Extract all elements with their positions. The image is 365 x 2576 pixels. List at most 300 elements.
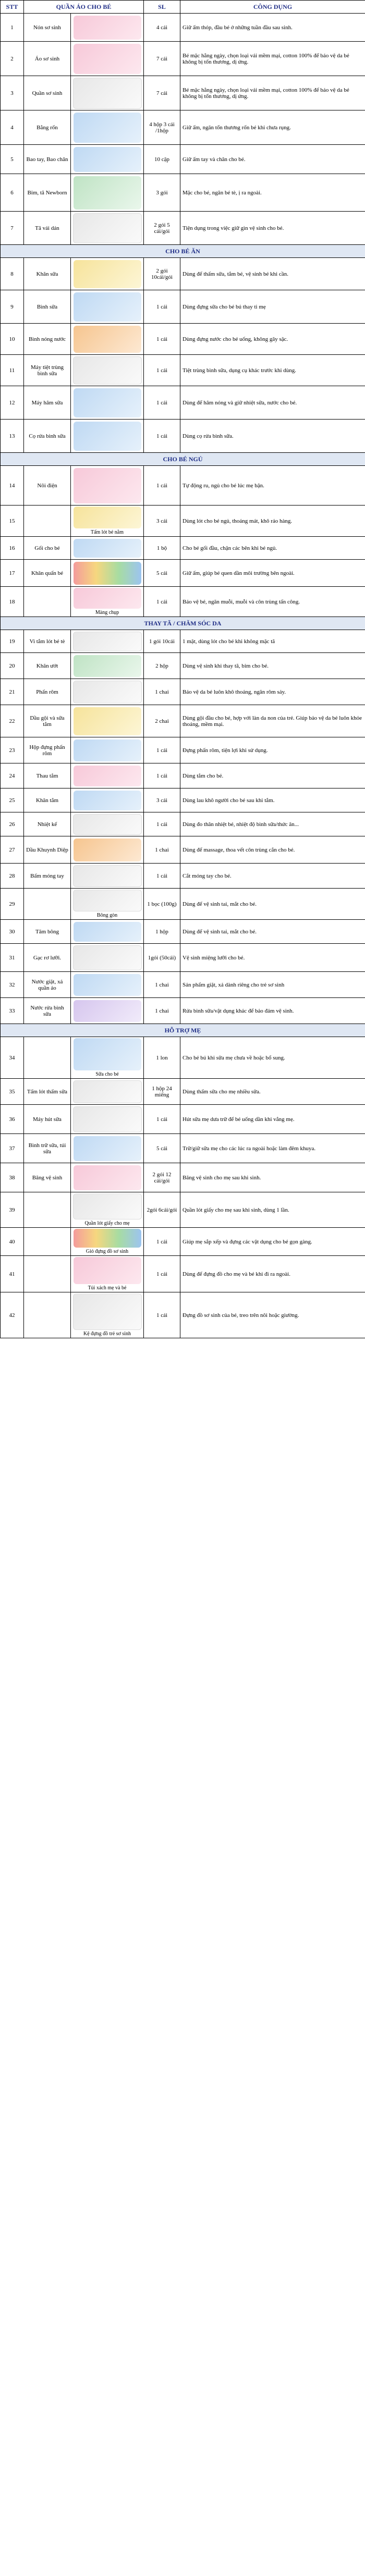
item-usage: Trữ/giữ sữa mẹ cho các lúc ra ngoài hoặc làm đêm khuya.	[180, 1134, 365, 1163]
item-quantity: 1 cái	[144, 386, 180, 420]
item-quantity: 1 cái	[144, 420, 180, 453]
item-row	[1, 788, 365, 812]
item-image	[71, 1256, 144, 1292]
item-image	[71, 1134, 144, 1163]
item-usage: Tiện dụng trong việc giữ gìn vệ sinh cho bé.	[180, 212, 365, 245]
item-row	[1, 998, 365, 1024]
item-image	[71, 737, 144, 763]
item-row	[1, 420, 365, 453]
item-row	[1, 812, 365, 836]
section-header	[1, 453, 365, 466]
item-name: Nón sơ sinh	[24, 14, 71, 42]
item-usage: Dùng tắm cho bé.	[180, 763, 365, 788]
item-usage: Bé mặc hằng ngày, chọn loại vải mềm mại, cotton 100% để bảo vệ da bé không bị tổn thương, dị ứng.	[180, 42, 365, 76]
item-usage: Sản phẩm giặt, xả dành riêng cho trẻ sơ sinh	[180, 972, 365, 998]
item-usage: Dùng để hâm nóng và giữ nhiệt sữa, nước cho bé.	[180, 386, 365, 420]
item-row	[1, 1037, 365, 1079]
item-quantity: 2 gói 10cái/gói	[144, 258, 180, 290]
product-photo	[74, 655, 141, 677]
item-quantity: 1 cái	[144, 355, 180, 386]
item-caption: Màng chụp	[95, 610, 119, 615]
item-quantity: 2 chai	[144, 705, 180, 737]
item-quantity: 1 hộp 24 miếng	[144, 1079, 180, 1105]
item-usage: Dùng lau khô người cho bé sau khi tắm.	[180, 788, 365, 812]
item-number: 27	[1, 836, 24, 864]
item-number: 7	[1, 212, 24, 245]
section-title: CHO BÉ ĂN	[1, 245, 365, 258]
item-usage: Dùng cọ rửa bình sữa.	[180, 420, 365, 453]
item-usage: Tiệt trùng bình sữa, dụng cụ khác trước khi dùng.	[180, 355, 365, 386]
item-row	[1, 1256, 365, 1292]
product-photo	[73, 681, 142, 704]
product-photo	[74, 1038, 141, 1070]
item-quantity: 1 cái	[144, 1228, 180, 1256]
item-quantity: 3 gói	[144, 174, 180, 212]
product-photo	[74, 422, 141, 451]
item-name: Bình nóng nước	[24, 324, 71, 355]
item-image	[71, 653, 144, 679]
item-number: 30	[1, 920, 24, 944]
item-row	[1, 466, 365, 506]
item-quantity: 7 cái	[144, 42, 180, 76]
item-quantity: 1 chai	[144, 972, 180, 998]
item-image	[71, 889, 144, 920]
item-usage: Cho bé bú khi sữa mẹ chưa về hoặc bổ sung.	[180, 1037, 365, 1079]
item-quantity: 1 cái	[144, 324, 180, 355]
item-number: 22	[1, 705, 24, 737]
header-item: QUẦN ÁO CHO BÉ	[24, 1, 144, 14]
item-name: Khăn tắm	[24, 788, 71, 812]
item-number: 38	[1, 1163, 24, 1192]
item-name: Dầu gội và sữa tắm	[24, 705, 71, 737]
product-photo	[74, 1229, 141, 1248]
item-name: Khăn quấn bé	[24, 560, 71, 587]
item-name: Nước giặt, xả quần áo	[24, 972, 71, 998]
item-row	[1, 76, 365, 110]
item-usage: Dùng để massage, thoa vết côn trùng cắn cho bé.	[180, 836, 365, 864]
item-image	[71, 258, 144, 290]
item-name	[24, 1292, 71, 1338]
item-quantity: 1 cái	[144, 737, 180, 763]
item-usage: Đựng phấn rôm, tiện lợi khi sử dụng.	[180, 737, 365, 763]
product-photo	[74, 260, 141, 288]
item-row	[1, 537, 365, 560]
section-title: THAY TÃ / CHĂM SÓC DA	[1, 617, 365, 630]
item-usage: Cắt móng tay cho bé.	[180, 864, 365, 889]
item-name: Bao tay, Bao chân	[24, 145, 71, 174]
product-photo	[73, 1080, 142, 1103]
item-row	[1, 864, 365, 889]
item-number: 1	[1, 14, 24, 42]
item-name: Tã vải dán	[24, 212, 71, 245]
item-image	[71, 679, 144, 705]
product-photo	[74, 739, 141, 761]
item-number: 18	[1, 587, 24, 617]
item-quantity: 1 chai	[144, 679, 180, 705]
item-name: Nhiệt kế	[24, 812, 71, 836]
product-photo	[74, 707, 141, 735]
item-image	[71, 1037, 144, 1079]
item-row	[1, 763, 365, 788]
item-caption: Kệ đựng đồ trẻ sơ sinh	[83, 1331, 131, 1337]
item-image	[71, 944, 144, 972]
item-quantity: 1 cái	[144, 1292, 180, 1338]
item-quantity: 10 cặp	[144, 145, 180, 174]
item-quantity: 1gói (50cái)	[144, 944, 180, 972]
item-number: 8	[1, 258, 24, 290]
item-row	[1, 212, 365, 245]
item-quantity: 4 hộp 3 cái /1hộp	[144, 110, 180, 145]
item-usage: Hút sữa mẹ dưa trữ để bé uống dần khi vắng mẹ.	[180, 1105, 365, 1134]
item-image	[71, 836, 144, 864]
product-photo	[74, 176, 141, 209]
item-name: Nôi điện	[24, 466, 71, 506]
item-quantity: 3 cái	[144, 788, 180, 812]
product-photo	[74, 791, 141, 810]
item-usage: Dùng lót cho bé ngủ, thoáng mát, khô ráo hàng.	[180, 506, 365, 537]
item-name: Nước rửa bình sữa	[24, 998, 71, 1024]
product-photo	[73, 78, 142, 109]
item-usage: Bé mặc hằng ngày, chọn loại vải mềm mại, cotton 100% để bảo vệ da bé không bị tổn thương, dị ứng.	[180, 76, 365, 110]
item-usage: Dùng thấm sữa cho mẹ nhiều sữa.	[180, 1079, 365, 1105]
item-row	[1, 920, 365, 944]
item-number: 11	[1, 355, 24, 386]
item-image	[71, 355, 144, 386]
item-usage: Dùng vệ sinh khi thay tã, bỉm cho bé.	[180, 653, 365, 679]
header-use: CÔNG DỤNG	[180, 1, 365, 14]
item-name: Khăn sữa	[24, 258, 71, 290]
item-image	[71, 466, 144, 506]
item-row	[1, 630, 365, 653]
item-usage: Vệ sinh miệng lưỡi cho bé.	[180, 944, 365, 972]
product-photo	[74, 16, 141, 40]
item-quantity: 1 cái	[144, 812, 180, 836]
item-quantity: 1 hộp	[144, 920, 180, 944]
product-photo	[74, 326, 141, 353]
item-image	[71, 76, 144, 110]
item-image	[71, 812, 144, 836]
item-name	[24, 506, 71, 537]
item-name	[24, 1256, 71, 1292]
item-quantity: 1 lon	[144, 1037, 180, 1079]
item-row	[1, 587, 365, 617]
header-stt: STT	[1, 1, 24, 14]
item-row	[1, 506, 365, 537]
item-number: 16	[1, 537, 24, 560]
checklist-body	[1, 14, 365, 1338]
item-row	[1, 705, 365, 737]
item-row	[1, 679, 365, 705]
item-number: 26	[1, 812, 24, 836]
item-row	[1, 324, 365, 355]
item-row	[1, 972, 365, 998]
item-number: 21	[1, 679, 24, 705]
item-name: Thau tắm	[24, 763, 71, 788]
item-name: Bình sữa	[24, 290, 71, 324]
item-name	[24, 1192, 71, 1228]
section-title: CHO BÉ NGỦ	[1, 453, 365, 466]
item-name	[24, 1228, 71, 1256]
item-number: 15	[1, 506, 24, 537]
item-usage: Dùng để đựng đồ cho mẹ và bé khi đi ra ngoài.	[180, 1256, 365, 1292]
product-photo	[73, 865, 142, 887]
item-row	[1, 145, 365, 174]
item-quantity: 1 chai	[144, 836, 180, 864]
product-photo	[74, 588, 141, 609]
item-quantity: 5 cái	[144, 1134, 180, 1163]
item-row	[1, 1079, 365, 1105]
item-name: Khăn ướt	[24, 653, 71, 679]
item-image	[71, 560, 144, 587]
product-photo	[73, 356, 142, 385]
item-row	[1, 944, 365, 972]
item-quantity: 1 cái	[144, 587, 180, 617]
product-photo	[73, 1293, 142, 1330]
item-usage: Giữ ấm thóp, đầu bé ở những tuần đầu sau sinh.	[180, 14, 365, 42]
item-number: 35	[1, 1079, 24, 1105]
item-number: 34	[1, 1037, 24, 1079]
item-image	[71, 998, 144, 1024]
product-photo	[74, 539, 141, 558]
item-number: 37	[1, 1134, 24, 1163]
item-quantity: 5 cái	[144, 560, 180, 587]
item-caption: Tấm lót bé nằm	[90, 529, 124, 535]
item-row	[1, 889, 365, 920]
item-number: 9	[1, 290, 24, 324]
product-photo	[74, 766, 141, 786]
product-photo	[73, 1193, 142, 1219]
product-photo	[74, 562, 141, 585]
item-image	[71, 537, 144, 560]
item-number: 5	[1, 145, 24, 174]
item-image	[71, 705, 144, 737]
item-image	[71, 1079, 144, 1105]
item-image	[71, 972, 144, 998]
item-name	[24, 889, 71, 920]
item-image	[71, 506, 144, 537]
item-usage: Dùng để thấm sữa, tắm bé, vệ sinh bé khi cần.	[180, 258, 365, 290]
item-number: 40	[1, 1228, 24, 1256]
item-name	[24, 1037, 71, 1079]
item-quantity: 1 cái	[144, 1256, 180, 1292]
item-quantity: 2 gói 5 cái/gói	[144, 212, 180, 245]
item-caption: Sữa cho bé	[95, 1071, 119, 1077]
section-title: HỖ TRỢ MẸ	[1, 1024, 365, 1037]
item-row	[1, 14, 365, 42]
header-qty: SL	[144, 1, 180, 14]
item-quantity: 2 hộp	[144, 653, 180, 679]
item-number: 25	[1, 788, 24, 812]
item-number: 6	[1, 174, 24, 212]
item-row	[1, 737, 365, 763]
item-image	[71, 788, 144, 812]
item-image	[71, 763, 144, 788]
item-row	[1, 290, 365, 324]
item-number: 13	[1, 420, 24, 453]
item-image	[71, 324, 144, 355]
item-usage: Dùng đựng nước cho bé uống, không gây sặc.	[180, 324, 365, 355]
item-number: 2	[1, 42, 24, 76]
item-usage: Bảo vệ bé, ngăn muỗi, muỗi và côn trùng tấn công.	[180, 587, 365, 617]
item-quantity: 1 bọc (100g)	[144, 889, 180, 920]
item-name: Phấn rôm	[24, 679, 71, 705]
item-usage: Rửa bình sữa/vật dụng khác để bảo đảm vệ sinh.	[180, 998, 365, 1024]
item-usage: Đựng đồ sơ sinh của bé, treo trên nôi hoặc giường.	[180, 1292, 365, 1338]
product-photo	[73, 632, 142, 651]
item-row	[1, 836, 365, 864]
product-photo	[74, 113, 141, 143]
section-header	[1, 245, 365, 258]
item-usage: Quần lót giấy cho mẹ sau khi sinh, dùng 1 lần.	[180, 1192, 365, 1228]
item-caption: Túi xách mẹ và bé	[88, 1285, 127, 1291]
item-usage: Tự động ru, ngủ cho bé lúc mẹ bận.	[180, 466, 365, 506]
product-photo	[74, 1257, 141, 1284]
item-number: 39	[1, 1192, 24, 1228]
item-quantity: 1 gói 10cái	[144, 630, 180, 653]
item-caption: Quần lót giấy cho mẹ	[84, 1221, 130, 1226]
item-usage: Dùng gội đầu cho bé, hợp với làn da non của trẻ. Giúp bảo vệ da bé luôn khỏe thoáng, mềm mại.	[180, 705, 365, 737]
item-usage: Giữ ấm tay và chân cho bé.	[180, 145, 365, 174]
item-number: 20	[1, 653, 24, 679]
product-photo	[74, 974, 141, 996]
item-row	[1, 258, 365, 290]
item-quantity: 2 gói 12 cái/gói	[144, 1163, 180, 1192]
item-image	[71, 1228, 144, 1256]
item-row	[1, 653, 365, 679]
item-usage: Bảo vệ da bé luôn khô thoáng, ngăn rôm sảy.	[180, 679, 365, 705]
item-image	[71, 14, 144, 42]
item-quantity: 4 cái	[144, 14, 180, 42]
item-number: 24	[1, 763, 24, 788]
item-image	[71, 920, 144, 944]
item-name: Vi tắm lót bé tè	[24, 630, 71, 653]
item-name: Áo sơ sinh	[24, 42, 71, 76]
product-photo	[73, 890, 142, 911]
item-number: 10	[1, 324, 24, 355]
item-number: 14	[1, 466, 24, 506]
item-name: Dầu Khuynh Diệp	[24, 836, 71, 864]
product-photo	[74, 922, 141, 942]
product-photo	[74, 147, 141, 172]
item-image	[71, 145, 144, 174]
item-name: Máy hâm sữa	[24, 386, 71, 420]
item-quantity: 1 cái	[144, 466, 180, 506]
item-quantity: 1 cái	[144, 1105, 180, 1134]
item-row	[1, 110, 365, 145]
section-header	[1, 1024, 365, 1037]
item-row	[1, 1105, 365, 1134]
product-photo	[74, 839, 141, 861]
header-row	[1, 1, 365, 14]
item-name: Gạc rơ lưỡi.	[24, 944, 71, 972]
item-usage: Giữ ấm, ngăn tổn thương rốn bé khi chưa rụng.	[180, 110, 365, 145]
item-quantity: 1 chai	[144, 998, 180, 1024]
item-quantity: 7 cái	[144, 76, 180, 110]
item-image	[71, 386, 144, 420]
product-photo	[73, 1106, 142, 1132]
item-quantity: 1 bộ	[144, 537, 180, 560]
product-photo	[74, 1165, 141, 1190]
product-photo	[74, 468, 141, 503]
item-name: Tăm bông	[24, 920, 71, 944]
item-name	[24, 587, 71, 617]
item-image	[71, 290, 144, 324]
item-number: 32	[1, 972, 24, 998]
item-row	[1, 1292, 365, 1338]
item-name: Bằng rốn	[24, 110, 71, 145]
item-number: 33	[1, 998, 24, 1024]
product-photo	[74, 44, 141, 74]
item-usage: Giúp mẹ sắp xếp và đựng các vật dụng cho bé gọn gàng.	[180, 1228, 365, 1256]
item-number: 3	[1, 76, 24, 110]
item-number: 36	[1, 1105, 24, 1134]
product-photo	[73, 814, 142, 835]
item-image	[71, 1163, 144, 1192]
item-quantity: 3 cái	[144, 506, 180, 537]
item-row	[1, 1163, 365, 1192]
item-name: Quần sơ sinh	[24, 76, 71, 110]
item-number: 23	[1, 737, 24, 763]
item-row	[1, 355, 365, 386]
item-image	[71, 1192, 144, 1228]
item-number: 29	[1, 889, 24, 920]
item-image	[71, 1292, 144, 1338]
item-number: 12	[1, 386, 24, 420]
item-quantity: 1 cái	[144, 864, 180, 889]
item-row	[1, 560, 365, 587]
item-name: Bình trữ sữa, túi sữa	[24, 1134, 71, 1163]
item-image	[71, 420, 144, 453]
item-quantity: 1 cái	[144, 290, 180, 324]
item-number: 41	[1, 1256, 24, 1292]
item-number: 19	[1, 630, 24, 653]
item-usage: Dùng đo thân nhiệt bé, nhiệt độ bình sữa/thức ăn...	[180, 812, 365, 836]
item-usage: Băng vệ sinh cho mẹ sau khi sinh.	[180, 1163, 365, 1192]
item-caption: Bông gòn	[96, 913, 118, 918]
product-photo	[73, 213, 142, 243]
item-name: Tấm lót thấm sữa	[24, 1079, 71, 1105]
item-image	[71, 212, 144, 245]
item-number: 17	[1, 560, 24, 587]
item-usage: Giữ ấm, giúp bé quen dần môi trường bên ngoài.	[180, 560, 365, 587]
item-name: Bỉm, tã Newborn	[24, 174, 71, 212]
item-number: 42	[1, 1292, 24, 1338]
product-photo	[74, 507, 141, 528]
item-image	[71, 587, 144, 617]
section-header	[1, 617, 365, 630]
item-usage: Mặc cho bé, ngăn bé tè, ị ra ngoài.	[180, 174, 365, 212]
product-photo	[74, 1136, 141, 1161]
item-image	[71, 630, 144, 653]
item-name: Cọ rửa bình sữa	[24, 420, 71, 453]
item-image	[71, 1105, 144, 1134]
item-usage: Dùng để vệ sinh tai, mắt cho bé.	[180, 920, 365, 944]
item-usage: Dùng để vệ sinh tai, mắt cho bé.	[180, 889, 365, 920]
item-row	[1, 42, 365, 76]
item-quantity: 2gói 6cái/gói	[144, 1192, 180, 1228]
item-usage: 1 mặt, dùng lót cho bé khi không mặc tã	[180, 630, 365, 653]
item-number: 4	[1, 110, 24, 145]
item-usage: Dùng đựng sữa cho bé bú thay ti mẹ	[180, 290, 365, 324]
item-caption: Giỏ đựng đồ sơ sinh	[86, 1249, 129, 1254]
item-name: Máy hút sữa	[24, 1105, 71, 1134]
item-image	[71, 42, 144, 76]
item-name: Máy tiệt trùng bình sữa	[24, 355, 71, 386]
item-row	[1, 1228, 365, 1256]
item-image	[71, 174, 144, 212]
product-photo	[74, 292, 141, 322]
product-photo	[74, 1000, 141, 1022]
